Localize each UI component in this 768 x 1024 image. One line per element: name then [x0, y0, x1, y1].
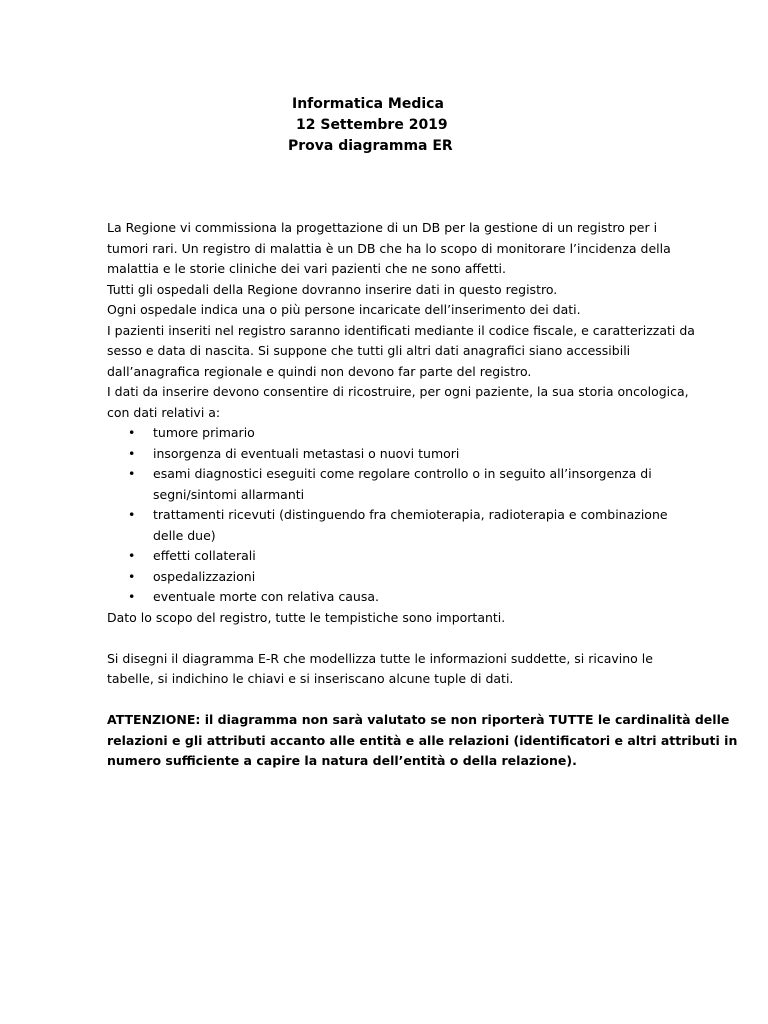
text-line: I dati da inserire devono consentire di ricostruire, per ogni paziente, la sua storia oncologica,: [107, 384, 689, 399]
list-item-text: esami diagnostici eseguiti come regolare controllo o in seguito all’insorgenza di: [153, 466, 652, 481]
requirements-list: [107, 423, 707, 608]
bullet-icon: •: [128, 589, 136, 604]
list-item-text: insorgenza di eventuali metastasi o nuovi tumori: [153, 445, 460, 461]
list-item: [107, 423, 707, 444]
list-item-text-continued: delle due): [153, 527, 216, 543]
text-line: numero sufficiente a capire la natura dell’entità o della relazione).: [107, 753, 577, 768]
bullet-icon: •: [128, 425, 136, 440]
list-item: [107, 505, 707, 546]
list-item-text: eventuale morte con relativa causa.: [153, 589, 379, 604]
intro-paragraph: [107, 218, 707, 423]
bullet-icon: •: [128, 548, 136, 563]
text-line: Si disegni il diagramma E-R che modellizza tutte le informazioni suddette, si ricavino le: [107, 650, 653, 666]
list-item-text: ospedalizzazioni: [153, 568, 256, 584]
bullet-icon: •: [128, 507, 136, 522]
list-item-text: tumore primario: [153, 425, 255, 440]
paragraph-gap: [107, 690, 707, 711]
document-header: [0, 94, 768, 157]
exam-date: 12 Settembre 2019: [296, 117, 448, 133]
text-line: La Regione vi commissiona la progettazione di un DB per la gestione di un registro per i: [107, 220, 658, 235]
text-line: relazioni e gli attributi accanto alle entità e alle relazioni (identificatori e altri attributi in: [107, 732, 738, 748]
list-item: [107, 567, 707, 588]
list-item-text: trattamenti ricevuti (distinguendo fra chemioterapia, radioterapia e combinazione: [153, 507, 668, 522]
scope-note: Dato lo scopo del registro, tutte le tempistiche sono importanti.: [107, 609, 506, 625]
list-item: [107, 587, 707, 608]
text-line: Ogni ospedale indica una o più persone incaricate dell’inserimento dei dati.: [107, 302, 581, 317]
text-line: ATTENZIONE: il diagramma non sarà valutato se non riporterà TUTTE le cardinalità delle: [107, 712, 730, 727]
exam-subtitle: Prova diagramma ER: [288, 138, 453, 154]
paragraph-gap: [107, 628, 707, 649]
bullet-icon: •: [128, 445, 136, 461]
text-line: tabelle, si indichino le chiavi e si inseriscano alcune tuple di dati.: [107, 671, 514, 686]
instructions-paragraph: [107, 649, 707, 690]
list-item-text-continued: segni/sintomi allarmanti: [153, 486, 305, 502]
text-line: malattia e le storie cliniche dei vari pazienti che ne sono affetti.: [107, 261, 506, 276]
course-title: Informatica Medica: [292, 96, 444, 112]
list-item: [107, 464, 707, 505]
warning-paragraph: [107, 710, 738, 772]
list-item-text: effetti collaterali: [153, 548, 256, 563]
list-item: [107, 546, 707, 567]
text-line: sesso e data di nascita. Si suppone che tutti gli altri dati anagrafici siano accessibili: [107, 343, 631, 358]
bullet-icon: •: [128, 568, 136, 584]
text-line: tumori rari. Un registro di malattia è un DB che ha lo scopo di monitorare l’incidenza della: [107, 240, 671, 256]
bullet-icon: •: [128, 466, 136, 481]
list-item: [107, 444, 707, 465]
text-line: Tutti gli ospedali della Regione dovranno inserire dati in questo registro.: [107, 281, 558, 297]
text-line: I pazienti inseriti nel registro saranno identificati mediante il codice fiscale, e caratterizzati da: [107, 322, 695, 338]
text-line: con dati relativi a:: [107, 404, 221, 420]
document-body: [107, 218, 738, 772]
text-line: dall’anagrafica regionale e quindi non devono far parte del registro.: [107, 363, 532, 379]
